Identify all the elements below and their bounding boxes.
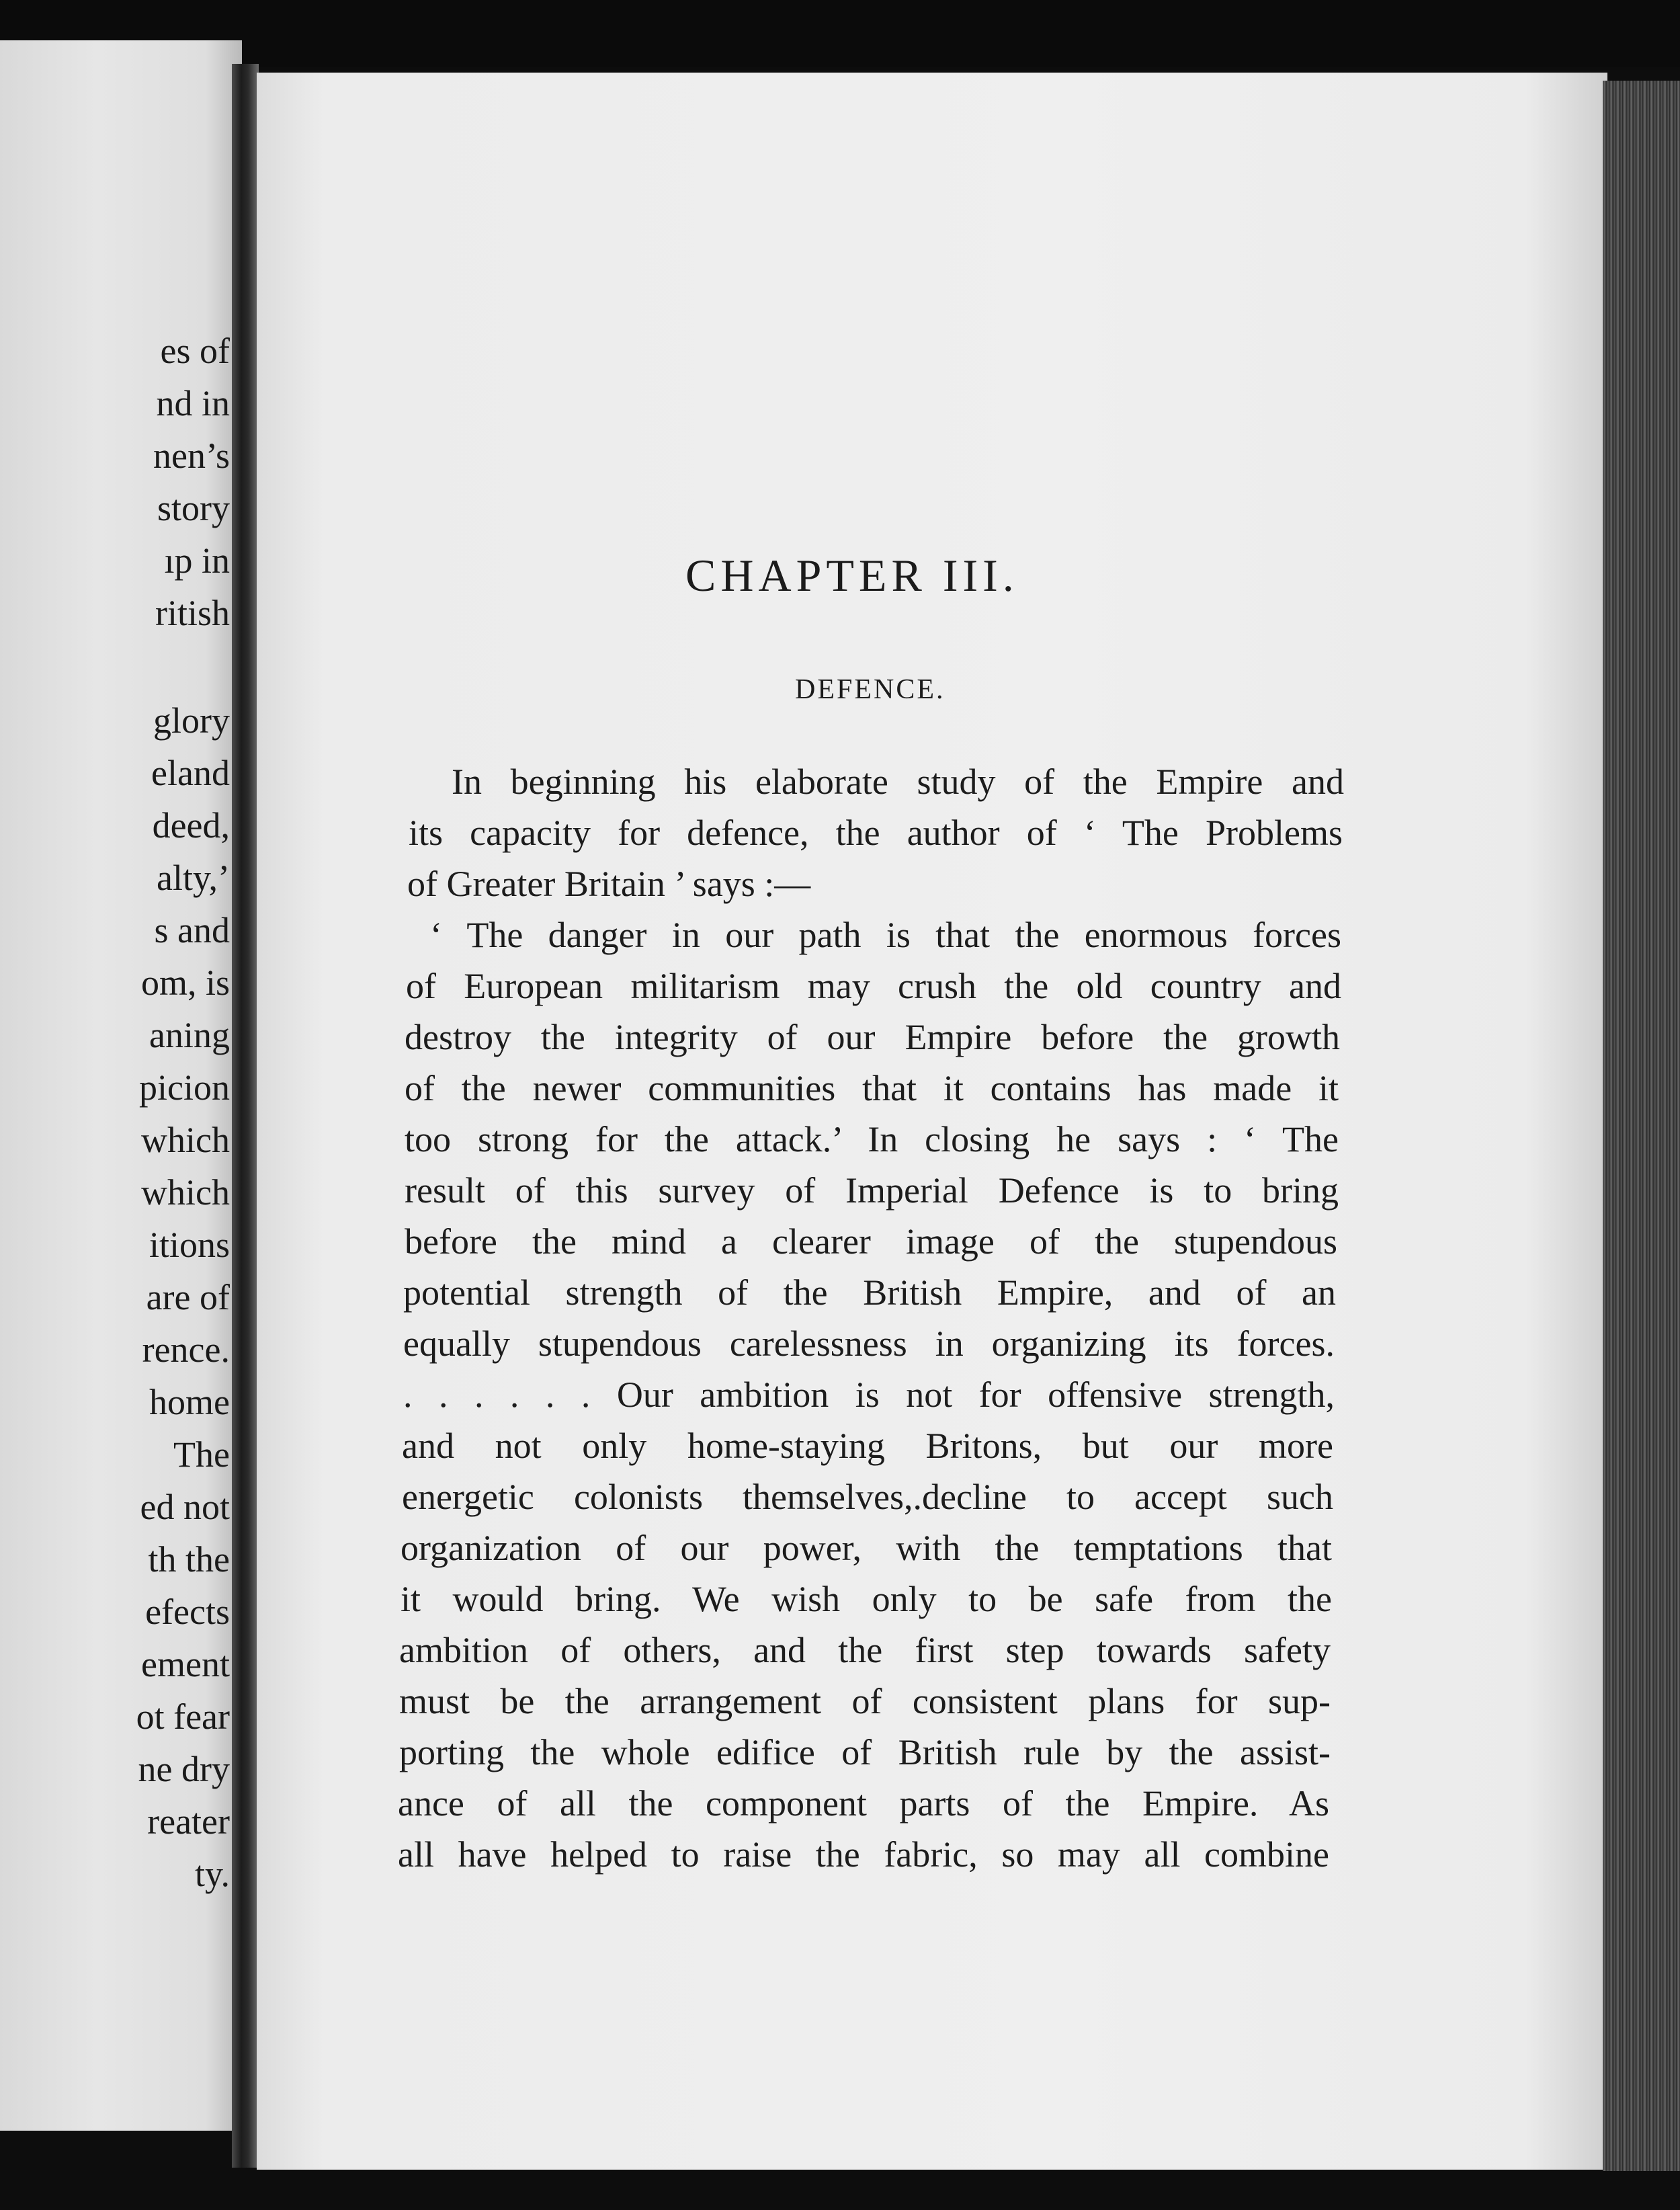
left-page-line: home — [149, 1382, 230, 1422]
left-page-line: The — [173, 1434, 230, 1475]
left-page-line: efects — [145, 1592, 230, 1632]
left-page-line: which — [141, 1120, 230, 1160]
body-line: energetic colonists themselves,.decline to accept such — [402, 1477, 1333, 1517]
left-page-line: reater — [147, 1801, 230, 1842]
body-line: destroy the integrity of our Empire before the growth — [405, 1017, 1340, 1057]
left-page-line: eland — [151, 753, 230, 793]
body-line: too strong for the attack.’ In closing he says : ‘ The — [405, 1119, 1339, 1159]
left-page-line: rence. — [142, 1329, 230, 1370]
body-line: result of this survey of Imperial Defence is to bring — [405, 1170, 1339, 1211]
body-line: of the newer communities that it contains has made it — [405, 1068, 1339, 1108]
body-line: ance of all the component parts of the Empire. As — [398, 1783, 1329, 1824]
left-page-line: picion — [139, 1067, 230, 1108]
chapter-title: CHAPTER III. — [685, 550, 1019, 601]
left-page-line: ed not — [140, 1487, 230, 1527]
left-page-line: s and — [154, 910, 230, 950]
left-page-line: glory — [153, 700, 230, 741]
left-page — [0, 40, 242, 2131]
body-line: must be the arrangement of consistent plans for sup- — [399, 1681, 1331, 1721]
body-line: In beginning his elaborate study of the Empire and — [452, 762, 1344, 802]
body-line: porting the whole edifice of British rule by the assist- — [399, 1732, 1331, 1772]
left-page-line: es of — [160, 331, 230, 371]
book-page-edges — [1603, 81, 1680, 2171]
left-page-line: om, is — [140, 963, 230, 1003]
left-page-line: ritish — [155, 593, 230, 633]
left-page-line: ty. — [195, 1854, 230, 1894]
section-title: DEFENCE. — [795, 674, 946, 705]
left-page-line: ement — [141, 1644, 230, 1684]
body-line: . . . . . . Our ambition is not for offensive strength, — [403, 1375, 1335, 1415]
body-line: of Greater Britain ’ says :— — [407, 864, 811, 904]
left-page-line: ot fear — [136, 1696, 230, 1737]
body-line: and not only home-staying Britons, but our more — [402, 1426, 1333, 1466]
body-line: all have helped to raise the fabric, so may all combine — [398, 1834, 1329, 1875]
left-page-line: which — [141, 1172, 230, 1213]
body-line: of European militarism may crush the old country and — [406, 966, 1341, 1006]
body-line: before the mind a clearer image of the stupendous — [405, 1221, 1337, 1262]
body-line: ‘ The danger in our path is that the enormous forces — [430, 915, 1341, 955]
body-line: ambition of others, and the first step towards safety — [399, 1630, 1331, 1670]
left-page-line: nen’s — [153, 436, 230, 476]
left-page-line: aning — [149, 1015, 230, 1055]
body-line: organization of our power, with the temptations that — [401, 1528, 1332, 1568]
left-page-line: ne dry — [138, 1749, 230, 1789]
left-page-line: are of — [146, 1277, 230, 1317]
left-page-line: alty,’ — [157, 858, 230, 898]
left-page-line: deed, — [152, 805, 230, 846]
body-line: its capacity for defence, the author of ‘ The Problems — [409, 813, 1343, 853]
left-page-line: th the — [148, 1539, 230, 1580]
body-line: it would bring. We wish only to be safe from the — [401, 1579, 1332, 1619]
left-page-line: story — [157, 488, 230, 528]
book-gutter — [232, 64, 259, 2168]
left-page-line: ıp in — [164, 540, 230, 581]
left-page-line: nd in — [156, 383, 230, 423]
body-line: potential strength of the British Empire, and of an — [403, 1272, 1336, 1313]
left-page-line: itions — [149, 1225, 230, 1265]
body-line: equally stupendous carelessness in organizing its forces. — [403, 1323, 1335, 1364]
scan-background-top — [0, 0, 1680, 67]
